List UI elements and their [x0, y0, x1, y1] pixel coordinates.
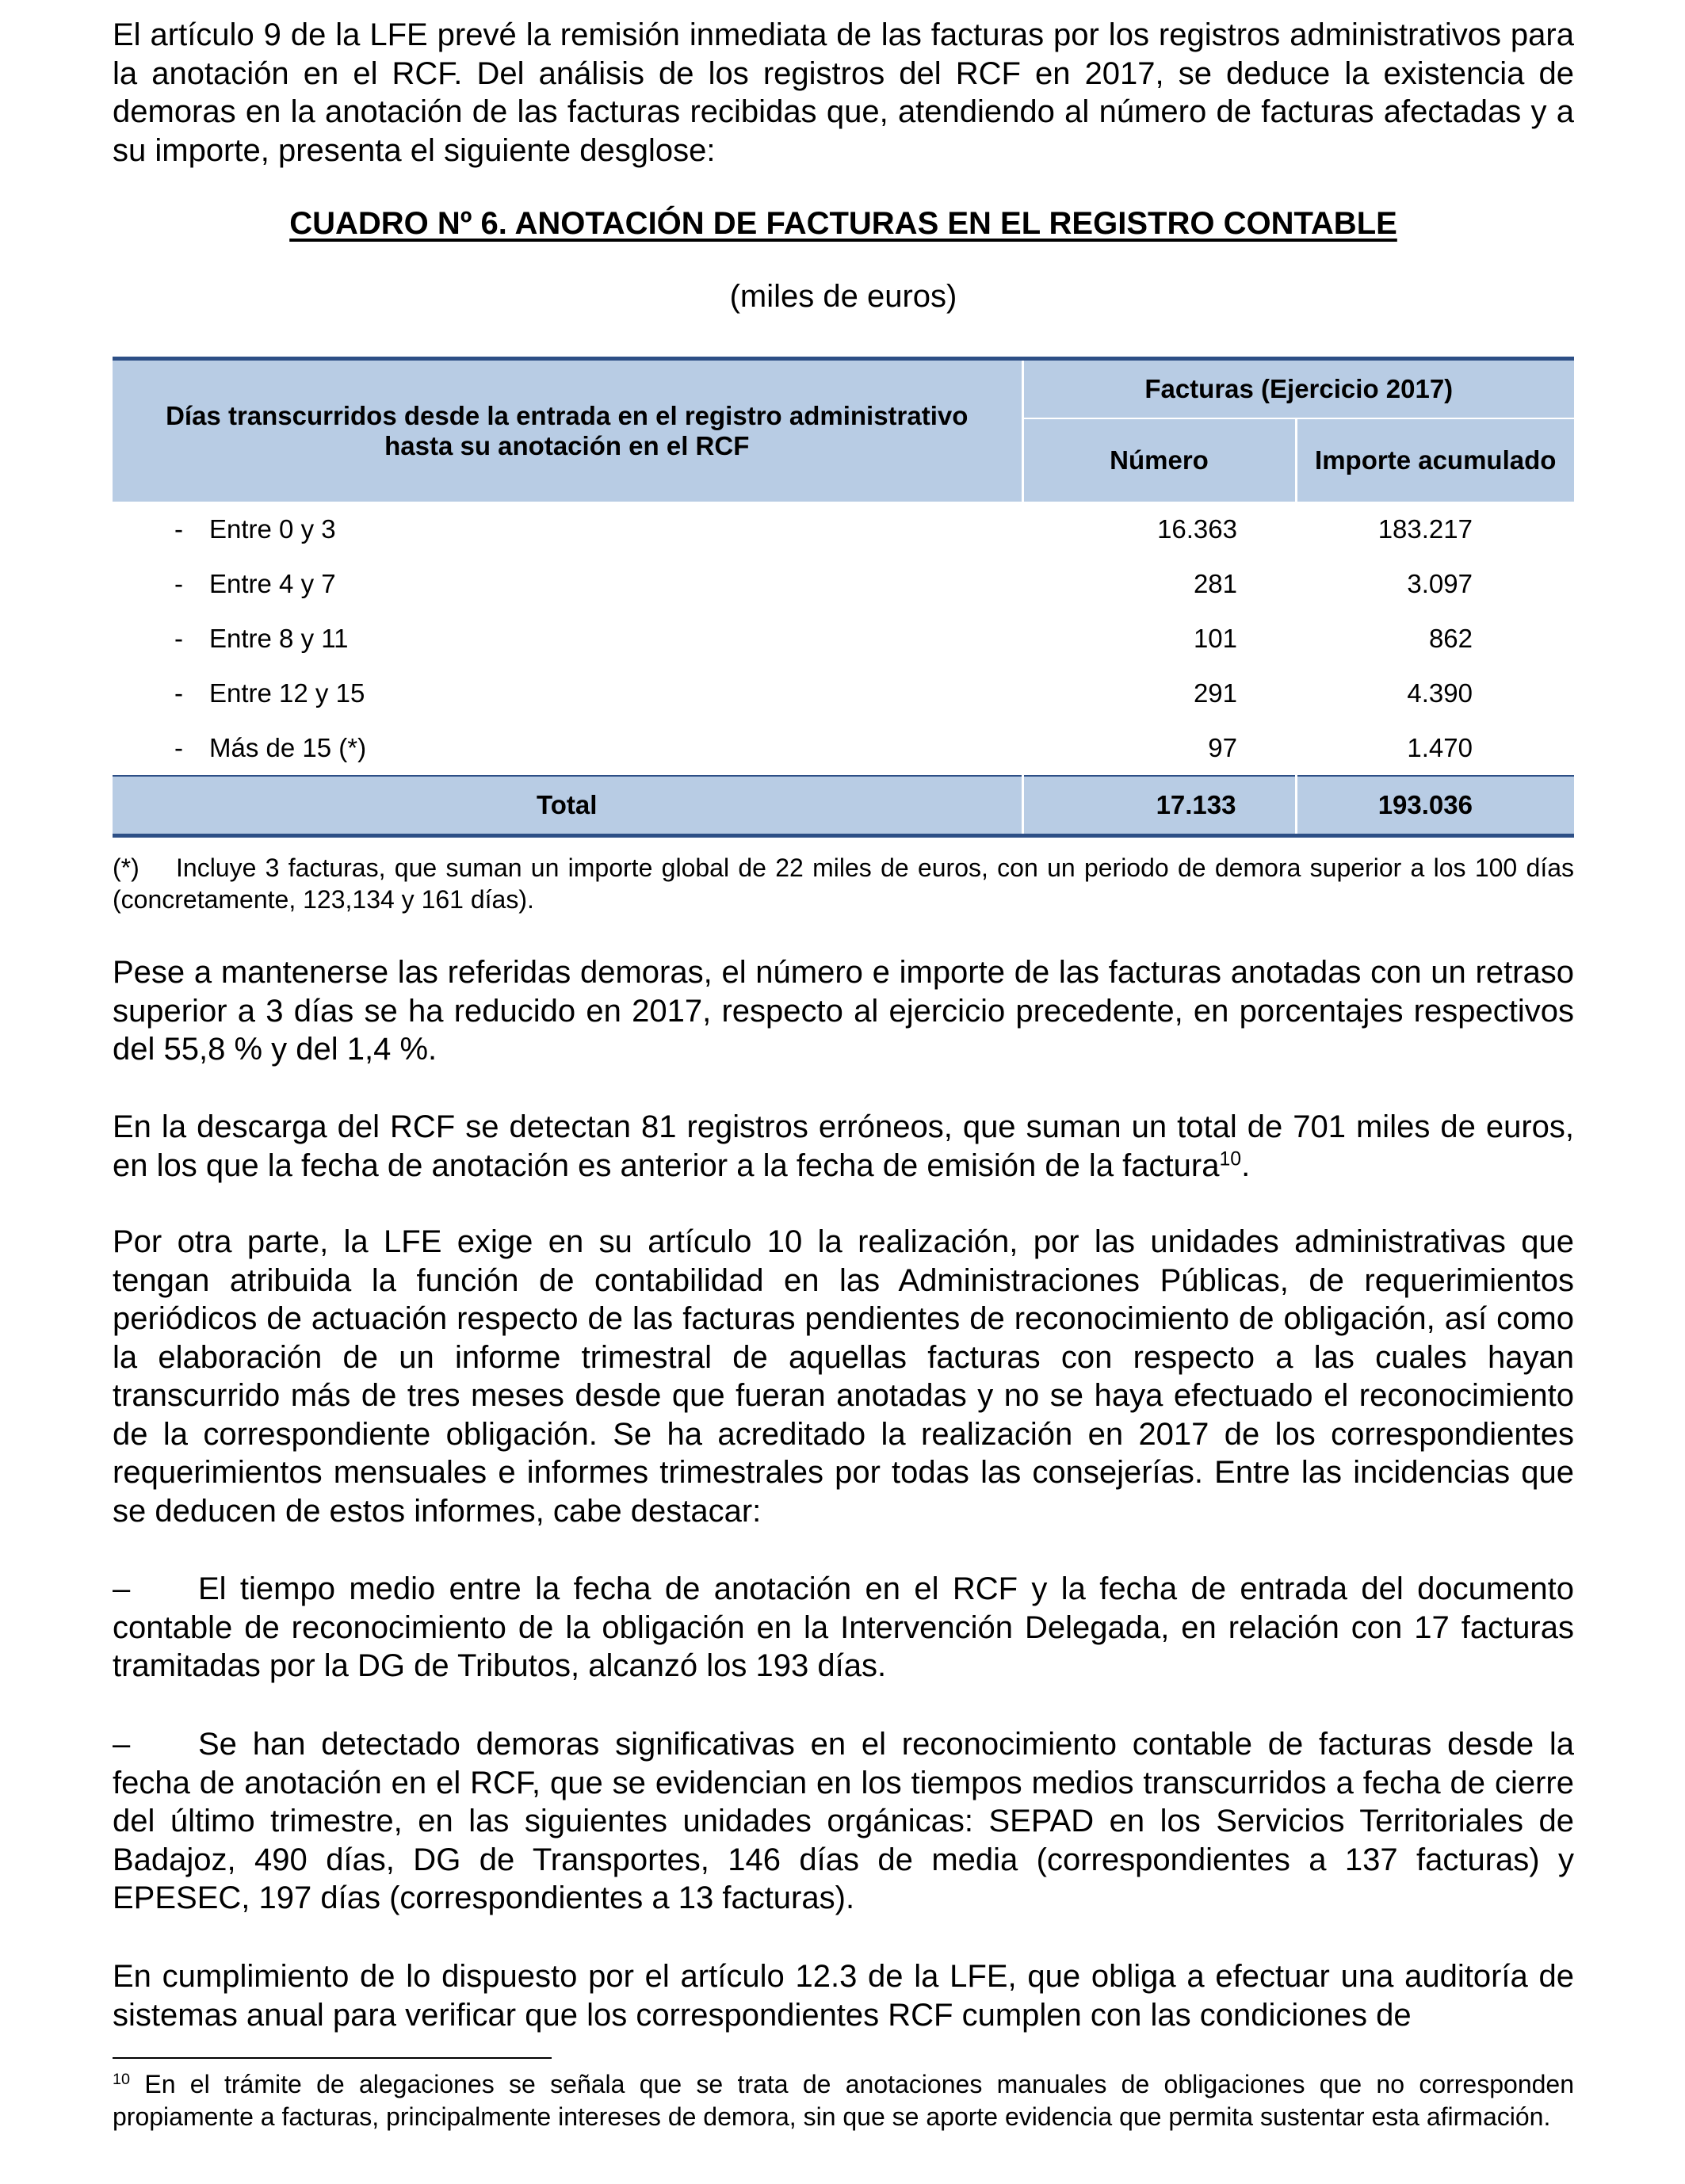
total-number: 17.133 — [1022, 776, 1296, 836]
header-amount: Importe acumulado — [1296, 418, 1574, 502]
row-dash: - — [174, 568, 183, 598]
header-invoices-group: Facturas (Ejercicio 2017) — [1022, 359, 1574, 419]
bullet-text: Se han detectado demoras significativas en el reconocimiento contable de facturas desde la fecha de anotación en el RCF, que se evidencian en los tiempos medios transcurridos a fecha de cierre del último trimestre, en las siguientes unidades orgánicas: SEPAD en los Servicios Territoriales de Badajoz, 490 días, DG de Transportes, 146 días de media (correspondientes a 137 facturas) y EPESEC, 197 días (correspondientes a 13 facturas). — [113, 1727, 1574, 1915]
invoice-delay-table — [113, 357, 1574, 838]
footnote-ref[interactable]: 10 — [1219, 1147, 1242, 1170]
footnote-text: En el trámite de alegaciones se señala que se trata de anotaciones manuales de obligaciones que no corresponden propiamente a facturas, principalmente intereses de demora, sin que se aporte evidencia que permita sustentar esta afirmación. — [113, 2070, 1574, 2131]
bullet-dash: – — [113, 1571, 131, 1606]
table-title-text: CUADRO Nº 6. ANOTACIÓN DE FACTURAS EN EL REGISTRO CONTABLE — [289, 206, 1397, 241]
row-label-text: Más de 15 (*) — [209, 732, 367, 762]
table-note — [113, 852, 1574, 915]
bullet-text: El tiempo medio entre la fecha de anotación en el RCF y la fecha de entrada del documento contable de reconocimiento de la obligación en la Intervención Delegada, en relación con 17 facturas tramitadas por la DG de Tributos, alcanzó los 193 días. — [113, 1571, 1574, 1683]
row-amount: 3.097 — [1407, 568, 1473, 598]
bullet-dash: – — [113, 1727, 131, 1762]
paragraph-5: En cumplimiento de lo dispuesto por el artículo 12.3 de la LFE, que obliga a efectuar una auditoría de sistemas anual para verificar que los correspondientes RCF cumplen con las condiciones de — [113, 1959, 1574, 2033]
paragraph-3 — [113, 1108, 1574, 1185]
table-row — [113, 502, 1574, 556]
row-number: 16.363 — [1157, 514, 1237, 544]
paragraph-2: Pese a mantenerse las referidas demoras, el número e importe de las facturas anotadas con un retraso superior a 3 días se ha reducido en 2017, respecto al ejercicio precedente, en porcentajes respectivos del 55,8 % y del 1,4 %. — [113, 955, 1574, 1067]
row-label-text: Entre 8 y 11 — [209, 623, 349, 653]
row-amount: 183.217 — [1377, 514, 1473, 544]
row-label-text: Entre 12 y 15 — [209, 678, 365, 708]
header-number: Número — [1022, 418, 1296, 502]
row-label — [113, 556, 1022, 611]
row-dash: - — [174, 514, 183, 544]
row-amount: 4.390 — [1407, 678, 1473, 708]
table-title — [113, 206, 1574, 242]
bullet-item — [113, 1725, 1574, 1918]
row-dash: - — [174, 732, 183, 762]
bullet-item — [113, 1570, 1574, 1686]
row-number: 281 — [1193, 568, 1237, 598]
row-label — [113, 502, 1022, 556]
row-number: 291 — [1193, 678, 1237, 708]
table-note-marker: (*) — [113, 853, 139, 882]
table-note-text: Incluye 3 facturas, que suman un importe global de 22 miles de euros, con un periodo de demora superior a los 100 días (concretamente, 123,134 y 161 días). — [113, 853, 1574, 914]
row-label — [113, 720, 1022, 776]
row-number: 97 — [1208, 732, 1237, 762]
row-label-text: Entre 4 y 7 — [209, 568, 336, 598]
table-row — [113, 556, 1574, 611]
row-label — [113, 666, 1022, 720]
table-subtitle: (miles de euros) — [729, 279, 957, 314]
row-dash: - — [174, 678, 183, 708]
table-row — [113, 666, 1574, 720]
paragraph-3-end: . — [1241, 1147, 1251, 1183]
paragraph-4: Por otra parte, la LFE exige en su artículo 10 la realización, por las unidades administrativas que tengan atribuida la función de contabilidad en las Administraciones Públicas, de requerimientos periódicos de actuación respecto de las facturas pendientes de reconocimiento de obligación, así como la elaboración de un informe trimestral de aquellas facturas con respecto a las cuales hayan transcurrido más de tres meses desde que fueran anotadas y no se haya efectuado el reconocimiento de la correspondiente obligación. Se ha acreditado la realización en 2017 de los correspondientes requerimientos mensuales e informes trimestrales por todas las consejerías. Entre las incidencias que se deducen de estos informes, cabe destacar: — [113, 1224, 1574, 1529]
row-label — [113, 611, 1022, 666]
footnote-separator — [113, 2057, 552, 2059]
total-label: Total — [113, 776, 1022, 836]
table-row — [113, 611, 1574, 666]
footnote-number: 10 — [113, 2071, 131, 2089]
intro-paragraph: El artículo 9 de la LFE prevé la remisión inmediata de las facturas por los registros administrativos para la anotación en el RCF. Del análisis de los registros del RCF en 2017, se deduce la existencia de demoras en la anotación de las facturas recibidas que, atendiendo al número de facturas afectadas y a su importe, presenta el siguiente desglose: — [113, 17, 1574, 168]
header-days: Días transcurridos desde la entrada en el registro administrativo hasta su anotación en el RCF — [113, 359, 1022, 502]
paragraph-3-text: En la descarga del RCF se detectan 81 registros erróneos, que suman un total de 701 miles de euros, en los que la fecha de anotación es anterior a la fecha de emisión de la factura — [113, 1109, 1574, 1183]
total-amount: 193.036 — [1296, 776, 1574, 836]
row-dash: - — [174, 623, 183, 653]
table-total-row — [113, 776, 1574, 836]
table-row — [113, 720, 1574, 776]
row-amount: 862 — [1428, 623, 1473, 653]
footnote — [113, 2068, 1574, 2133]
row-number: 101 — [1193, 623, 1237, 653]
row-amount: 1.470 — [1407, 732, 1473, 762]
row-label-text: Entre 0 y 3 — [209, 514, 336, 544]
